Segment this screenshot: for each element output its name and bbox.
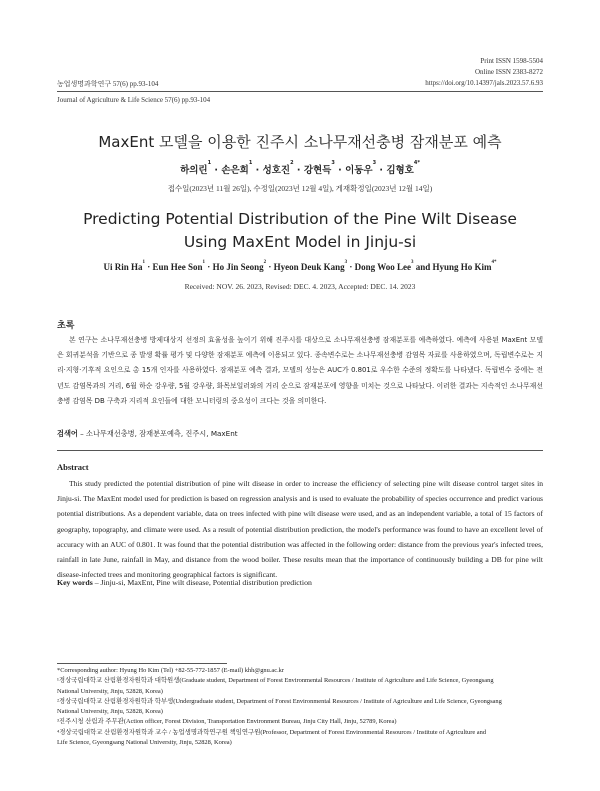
footnote-affiliation-3: ³진주시청 산림과 주무관(Action officer, Forest Division, Transportation Environment Bureau, Jinju City Hall, Jinju, 52789, Korea) <box>57 718 397 726</box>
footnote-affiliation-2-cont: National University, Jinju, 52828, Korea) <box>57 708 163 716</box>
en-authors: Ui Rin $Ha^1$ · Eun Hee Son$^1$ · Ho Jin Seong$^2$ · Hyeon Deuk Kang$^3$ · Dong Woo Lee$^3$ and Hyung Ho Kim$^{4*}$ <box>103 260 497 272</box>
ko-author: 이동우 <box>345 165 373 176</box>
en-author: Eun Hee Son <box>152 262 203 272</box>
ko-abstract-text: 본 연구는 소나무재선충병 방제대상지 선정의 효율성을 높이기 위해 진주시를 대상으로 소나무재선충병 잠재분포를 예측하였다. 예측에 사용된 MaxEnt 모델은 회귀분석을 기반으로 종 발생 확률 평가 및 다양한 잠재분포 예측에 이용되고 있다. 종속변수로는 소나무재선충병 감염목 자료를 사용하였으며, 독립변수로는 지리·지형·기후적 요인으로 총 15개 인자를 사용하였다. 잠재분포 예측 결과, 모델의 성능은 AUC가 0.801로 우수한 수준의 정확도를 나타냈다. 독립변수 중에는 전년도 감염목과의 거리, 6월 하순 강우량, 5월 강우량, 화목보일러와의 거리 순으로 잠재분포에 영향을 미치는 것으로 나타났다. 이러한 결과는 지속적인 소나무재선충병 감염목 DB 구축과 지리적 요인들에 대한 모니터링의 중요성이 크다는 것을 의미한다. <box>57 336 543 405</box>
footnote-affiliation-1-cont: National University, Jinju, 52828, Korea) <box>57 687 163 695</box>
ko-author: 성호진 <box>262 165 291 176</box>
issn-block <box>425 56 543 89</box>
en-author: Ho Jin Seong <box>212 262 264 272</box>
ko-author: 하의린 <box>180 165 208 176</box>
footnote-corresponding: *Corresponding author: Hyung Ho Kim (Tel) +82-55-772-1857 (E-mail) khh@gnu.ac.kr <box>57 667 284 674</box>
ko-dates: 접수일(2023년 11월 26일), 수정일(2023년 12월 4일), 게재확정일(2023년 12월 14일) <box>167 184 433 193</box>
en-abstract-text: This study predicted the potential distribution of pine wilt disease in order to increase the efficiency of selecting pine wilt disease control target sites in Jinju-si. The MaxEnt model used for prediction is based on regression analysis and is used to evaluate the probability of species occurrence and predict various potential distributions. As a dependent variable, data on trees infected with pine wilt disease were used, and as an independent variable, a total of 15 factors of geography, topography, and climate were used. As a result of potential distribution prediction, the model's performance was found to have an excellent level of accuracy with an AUC of 0.801. It was found that the potential distribution was affected in the following order: distance from the previous year's infected trees, rainfall in late June, rainfall in May, and distance from the wood boiler. These results mean that the importance of continuously building a DB for pine wilt disease-infected trees and monitoring geographical factors is significant. <box>57 479 543 580</box>
ko-authors: 하의린$^1$ · 손은희$^1$ · 성호진$^2$ · 강현득$^3$ · 이동우$^3$ · 김형호$^{4*}$ <box>180 160 420 176</box>
ko-author: 강현득 <box>303 165 332 176</box>
ko-keywords-label: 검색어 <box>57 429 78 438</box>
ko-author: 김형호 <box>386 165 414 176</box>
en-author: Dong Woo Lee <box>354 262 411 272</box>
en-keywords-text: – Jinju-si, MaxEnt, Pine wilt disease, Potential distribution prediction <box>94 578 312 587</box>
journal-en: Journal of Agriculture & Life Science 57(6) pp.93-104 <box>57 96 211 104</box>
section-rule <box>57 450 543 451</box>
en-keywords-label: Key words <box>57 578 93 587</box>
footnote-affiliation-4: ⁴경상국립대학교 산림환경자원학과 교수 / 농업생명과학연구원 책임연구원(Professor, Department of Forest Environmental Resources / Institute of Agriculture and <box>57 728 487 736</box>
en-title: Predicting Potential Distribution of the Pine Wilt Disease Using MaxEnt Model in Jinju-si <box>83 210 517 251</box>
doi-link[interactable]: https://doi.org/10.14397/jals.2023.57.6.93 <box>425 79 543 87</box>
footnotes <box>57 666 543 748</box>
en-author: Hyeon Deuk Kang <box>273 262 345 272</box>
footnote-rule <box>57 663 227 664</box>
en-dates: Received: NOV. 26. 2023, Revised: DEC. 4. 2023, Accepted: DEC. 14. 2023 <box>184 282 416 291</box>
en-author: Hyung Ho Kim <box>432 262 492 272</box>
footnote-affiliation-1: ¹경상국립대학교 산림환경자원학과 대학원생(Graduate student, Department of Forest Environmental Resources / Institute of Agriculture and Life Science, Gyeongsang <box>57 677 494 685</box>
footnote-affiliation-4-cont: Life Science, Gyeongsang National University, Jinju, 52828, Korea) <box>57 739 232 747</box>
online-issn: Online ISSN 2383-8272 <box>474 68 543 76</box>
ko-keywords-text: – 소나무재선충병, 잠재분포예측, 진주시, MaxEnt <box>80 429 238 438</box>
en-keywords <box>57 578 543 587</box>
print-issn: Print ISSN 1598-5504 <box>480 57 543 65</box>
en-abstract-heading: Abstract <box>57 462 89 472</box>
ko-title: MaxEnt 모델을 이용한 진주시 소나무재선충병 잠재분포 예측 <box>98 133 502 151</box>
header-rule <box>57 91 543 92</box>
ko-author: 손은희 <box>221 165 249 176</box>
ko-abstract-heading: 초록 <box>57 321 75 331</box>
ko-keywords <box>57 429 543 439</box>
footnote-affiliation-2: ²경상국립대학교 산림환경자원학과 학부생(Undergraduate student, Department of Forest Environmental Resources / Institute of Agriculture and Life Science, Gyeongsang <box>57 697 502 705</box>
en-abstract-body <box>57 476 543 582</box>
journal-ko: 농업생명과학연구 57(6) pp.93-104 <box>57 80 159 88</box>
ko-abstract-body <box>57 333 543 409</box>
en-author: Ui Rin Ha <box>103 262 143 272</box>
